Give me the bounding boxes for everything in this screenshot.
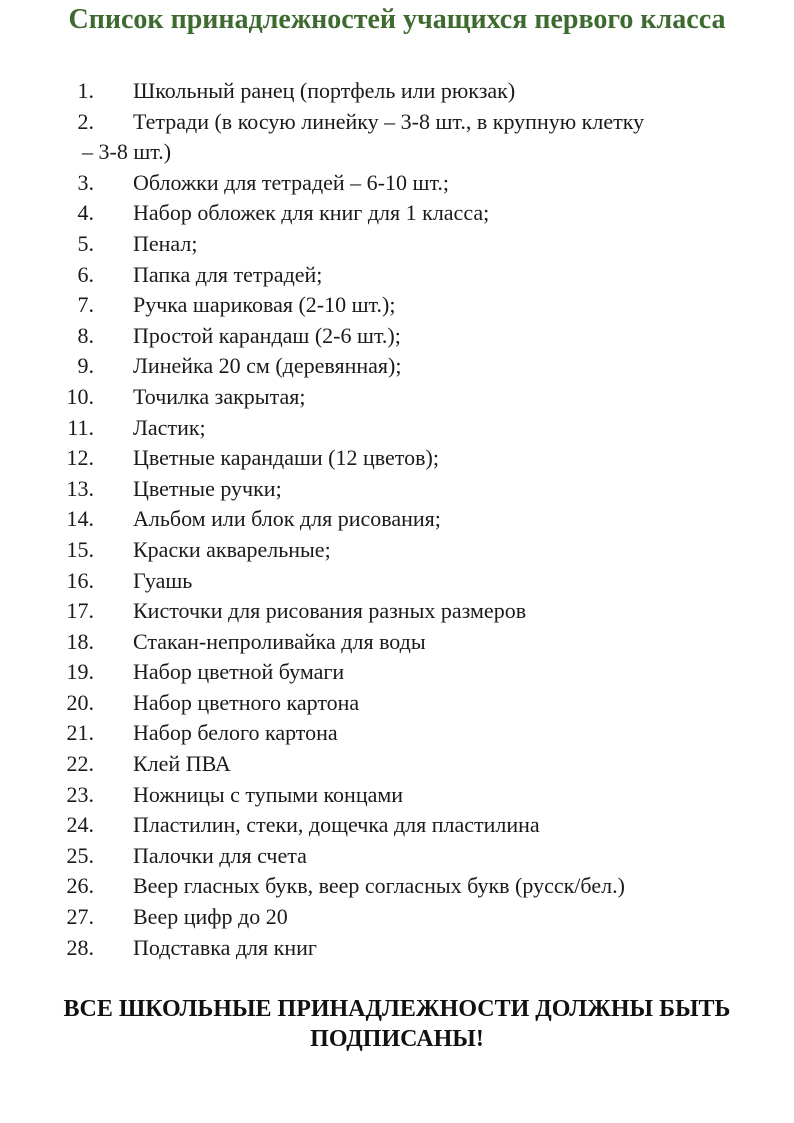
list-item <box>0 841 794 872</box>
item-number: 2. <box>77 108 94 134</box>
item-number: 4. <box>77 200 94 226</box>
item-number: 26. <box>66 873 94 899</box>
item-number: 10. <box>66 383 94 409</box>
list-item <box>0 566 794 597</box>
item-number: 21. <box>66 720 94 746</box>
list-item <box>0 504 794 535</box>
item-text: Подставка для книг <box>133 934 317 960</box>
item-number: 18. <box>66 628 94 654</box>
list-item <box>0 810 794 841</box>
signature-notice: ВСЕ ШКОЛЬНЫЕ ПРИНАДЛЕЖНОСТИ ДОЛЖНЫ БЫТЬ ПОДПИСАНЫ! <box>63 996 731 1052</box>
item-number: 15. <box>66 536 94 562</box>
item-text: Набор цветной бумаги <box>133 659 345 685</box>
item-text: Палочки для счета <box>133 842 307 868</box>
item-text: Набор обложек для книг для 1 класса; <box>133 200 490 226</box>
list-item <box>0 596 794 627</box>
item-text: Стакан-непроливайка для воды <box>133 628 426 654</box>
list-item <box>0 107 794 168</box>
item-number: 11. <box>67 414 94 440</box>
list-item <box>0 413 794 444</box>
list-item <box>0 382 794 413</box>
item-number: 28. <box>66 934 94 960</box>
list-item <box>0 168 794 199</box>
item-text: Пенал; <box>133 230 198 256</box>
list-item <box>0 290 794 321</box>
list-item <box>0 351 794 382</box>
list-item <box>0 933 794 964</box>
item-text <box>82 107 773 168</box>
item-number: 23. <box>66 781 94 807</box>
list-item <box>0 474 794 505</box>
item-text-line-2: – 3-8 шт.) <box>82 139 172 165</box>
item-text: Обложки для тетрадей – 6-10 шт.; <box>133 169 450 195</box>
item-text: Папка для тетрадей; <box>133 261 323 287</box>
item-text: Клей ПВА <box>133 751 231 777</box>
list-item <box>0 902 794 933</box>
item-number: 16. <box>66 567 94 593</box>
item-number: 19. <box>66 659 94 685</box>
list-item <box>0 260 794 291</box>
item-text: Точилка закрытая; <box>133 383 306 409</box>
item-text: Школьный ранец (портфель или рюкзак) <box>133 78 516 103</box>
item-number: 1. <box>77 78 94 103</box>
item-text: Ручка шариковая (2-10 шт.); <box>133 292 396 318</box>
page-title: Список принадлежностей учащихся первого класса <box>68 4 726 35</box>
item-number: 7. <box>77 292 94 318</box>
list-item <box>0 229 794 260</box>
item-text: Набор цветного картона <box>133 689 360 715</box>
item-number: 9. <box>77 353 94 379</box>
item-number: 8. <box>77 322 94 348</box>
item-number: 24. <box>66 812 94 838</box>
list-item <box>0 321 794 352</box>
list-item <box>0 443 794 474</box>
item-text: Пластилин, стеки, дощечка для пластилина <box>133 812 540 838</box>
item-number: 6. <box>77 261 94 287</box>
item-text: Цветные карандаши (12 цветов); <box>133 445 439 471</box>
item-number: 20. <box>66 689 94 715</box>
item-number: 25. <box>66 842 94 868</box>
item-text-line-1: Тетради (в косую линейку – 3-8 шт., в крупную клетку <box>133 108 645 134</box>
item-number: 17. <box>66 598 94 624</box>
item-number: 22. <box>66 751 94 777</box>
item-text: Ластик; <box>133 414 206 440</box>
item-text: Альбом или блок для рисования; <box>133 506 441 532</box>
list-item <box>0 871 794 902</box>
item-text: Кисточки для рисования разных размеров <box>133 598 527 624</box>
item-number: 5. <box>77 230 94 256</box>
item-text: Линейка 20 см (деревянная); <box>133 353 402 379</box>
item-text: Набор белого картона <box>133 720 338 746</box>
list-item <box>0 780 794 811</box>
list-item <box>0 627 794 658</box>
item-number: 13. <box>66 475 94 501</box>
list-item <box>0 688 794 719</box>
supplies-list <box>0 76 794 963</box>
item-text: Краски акварельные; <box>133 536 331 562</box>
list-item <box>0 535 794 566</box>
item-text: Веер цифр до 20 <box>133 904 288 930</box>
list-item <box>0 718 794 749</box>
list-item <box>0 198 794 229</box>
item-text: Цветные ручки; <box>133 475 282 501</box>
list-item <box>0 657 794 688</box>
item-text: Простой карандаш (2-6 шт.); <box>133 322 401 348</box>
list-item <box>0 749 794 780</box>
item-number: 14. <box>66 506 94 532</box>
item-number: 3. <box>77 169 94 195</box>
list-item <box>0 76 794 107</box>
item-text: Ножницы с тупыми концами <box>133 781 404 807</box>
item-number: 27. <box>66 904 94 930</box>
item-text: Гуашь <box>133 567 193 593</box>
item-number: 12. <box>66 445 94 471</box>
item-text: Веер гласных букв, веер согласных букв (русск/бел.) <box>133 873 625 899</box>
